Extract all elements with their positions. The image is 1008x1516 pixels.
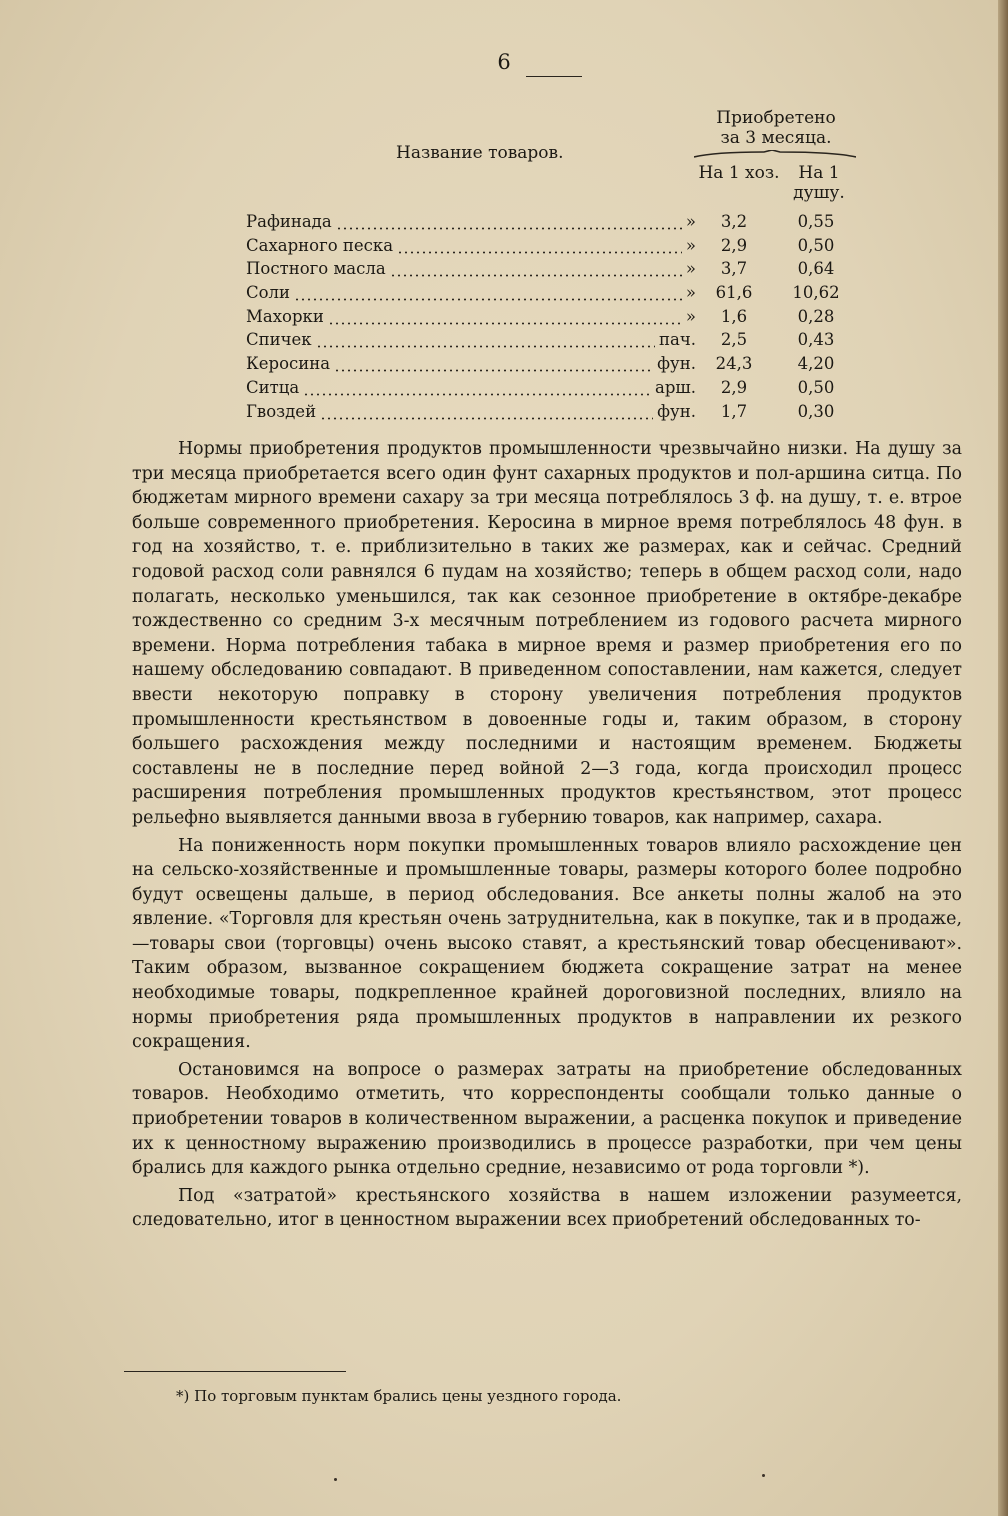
header-brace xyxy=(694,150,856,158)
body-text xyxy=(132,437,962,1233)
goods-unit: » xyxy=(685,235,696,255)
dot-leader xyxy=(390,274,682,277)
table-row xyxy=(0,402,1008,426)
table-row xyxy=(0,378,1008,402)
per-household-value: 3,2 xyxy=(720,212,748,231)
goods-unit: пач. xyxy=(659,330,696,350)
table-row xyxy=(0,354,1008,378)
table-row xyxy=(0,330,1008,354)
per-soul-value: 4,20 xyxy=(797,354,835,374)
table-row xyxy=(0,307,1008,331)
per-soul-value: 0,50 xyxy=(797,235,835,255)
table-row xyxy=(0,236,1008,260)
paragraph: На пониженность норм покупки промышленных товаров влияло расхождение цен на сельско-хозяйственные и промышленные товары, размеры которого более подробно будут освещены дальше, в период обследования. Все анкеты полны жалоб на это явление. «Торговля для крестьян очень затруднительна, как в покупке, так и в продаже,—товары свои (торговцы) очень высоко ставят, а крестьянский товар обесценивают». Таким образом, вызванное сокращением бюджета сокращение затрат на менее необходимые товары, подкрепленное крайней дороговизной последних, влияло на нормы приобретения ряда промышленных продуктов в направлении их резкого сокращения. xyxy=(132,835,962,1053)
acquired-header: Приобретено за 3 месяца. xyxy=(716,108,836,148)
per-household-value: 2,9 xyxy=(720,377,748,397)
goods-name: Рафинада xyxy=(246,212,332,231)
goods-unit: фун. xyxy=(657,354,696,374)
dot-leader xyxy=(328,322,682,325)
per-soul-value: 0,64 xyxy=(797,259,835,279)
per-soul-value: 0,55 xyxy=(797,212,835,231)
per-soul-value: 0,43 xyxy=(797,330,835,350)
per-household-value: 24,3 xyxy=(715,354,753,374)
goods-name-header: Название товаров. xyxy=(396,143,564,163)
goods-name: Гвоздей xyxy=(246,401,317,421)
per-soul-value: 0,28 xyxy=(797,306,835,326)
per-soul-value: 0,30 xyxy=(797,401,835,421)
dot-leader xyxy=(320,417,653,420)
per-soul-header: На 1 душу. xyxy=(793,163,845,203)
per-household-value: 2,9 xyxy=(720,235,748,255)
per-household-value: 1,6 xyxy=(720,306,748,326)
per-household-header: На 1 хоз. xyxy=(698,163,780,183)
table-row xyxy=(0,283,1008,307)
goods-name: Махорки xyxy=(246,306,324,326)
per-household-value: 61,6 xyxy=(715,283,753,303)
dot-leader xyxy=(316,345,655,348)
goods-unit: » xyxy=(685,259,696,279)
footnote: *) По торговым пунктам брались цены уездного города. xyxy=(176,1387,622,1405)
goods-name: Постного масла xyxy=(246,259,386,279)
goods-name: Керосина xyxy=(246,354,331,374)
goods-name: Сахарного песка xyxy=(246,235,394,255)
paper-speck xyxy=(762,1474,765,1477)
goods-table xyxy=(0,212,1008,425)
dot-leader xyxy=(334,369,653,372)
footnote-rule xyxy=(124,1371,346,1372)
goods-unit: » xyxy=(685,306,696,326)
table-row xyxy=(0,212,1008,236)
page-number: 6 xyxy=(497,50,511,74)
paragraph: Под «затратой» крестьянского хозяйства в нашем изложении разумеется, следовательно, итог в ценностном выражении всех приобретений обследованных то- xyxy=(132,1185,962,1231)
dot-leader xyxy=(303,393,651,396)
table-row xyxy=(0,259,1008,283)
per-household-value: 3,7 xyxy=(720,259,748,279)
per-soul-value: 10,62 xyxy=(792,283,840,303)
goods-unit: арш. xyxy=(655,377,696,397)
dot-leader xyxy=(397,251,682,254)
goods-name: Соли xyxy=(246,283,291,303)
paragraph: Остановимся на вопросе о размерах затраты на приобретение обследованных товаров. Необходимо отметить, что корреспонденты сообщали только данные о приобретении товаров в количественном выражении, а расценка покупок и приведение их к ценностному выражению производились в процессе разработки, при чем цены брались для каждого рынка отдельно средние, независимо от рода торговли *). xyxy=(132,1059,962,1179)
goods-unit: » xyxy=(685,283,696,303)
goods-name: Спичек xyxy=(246,330,312,350)
goods-unit: фун. xyxy=(657,401,696,421)
goods-unit: » xyxy=(685,212,696,231)
per-soul-value: 0,50 xyxy=(797,377,835,397)
goods-name: Ситца xyxy=(246,377,300,397)
dot-leader xyxy=(294,298,682,301)
dot-leader xyxy=(336,227,682,230)
paper-speck xyxy=(334,1478,337,1481)
paragraph: Нормы приобретения продуктов промышленности чрезвычайно низки. На душу за три месяца приобретается всего один фунт сахарных продуктов и пол-аршина ситца. По бюджетам мирного времени сахару за три месяца потреблялось 3 ф. на душу, т. е. втрое больше современного приобретения. Керосина в мирное время потреблялось 48 фун. в год на хозяйство, т. е. приблизительно в таких же размерах, как и сейчас. Средний годовой расход соли равнялся 6 пудам на хозяйство; теперь в общем расход соли, надо полагать, несколько уменьшился, так как сезонное приобретение в октябре-декабре тождественно со средним 3-х месячным потреблением из годового расчета мирного времени. Норма потребления табака в мирное время и размер приобретения его по нашему обследованию совпадают. В приведенном сопоставлении, нам кажется, следует ввести некоторую поправку в сторону увеличения потребления продуктов промышленности крестьянством в довоенные годы и, таким образом, в сторону большего расхождения между последними и настоящим временем. Бюджеты составлены не в последние перед войной 2—3 года, когда происходил процесс расширения потребления промышленных продуктов крестьянством, этот процесс рельефно выявляется данными ввоза в губернию товаров, как например, сахара. xyxy=(132,439,962,828)
per-household-value: 1,7 xyxy=(720,401,748,421)
per-household-value: 2,5 xyxy=(720,330,748,350)
page-number-rule xyxy=(526,76,582,77)
